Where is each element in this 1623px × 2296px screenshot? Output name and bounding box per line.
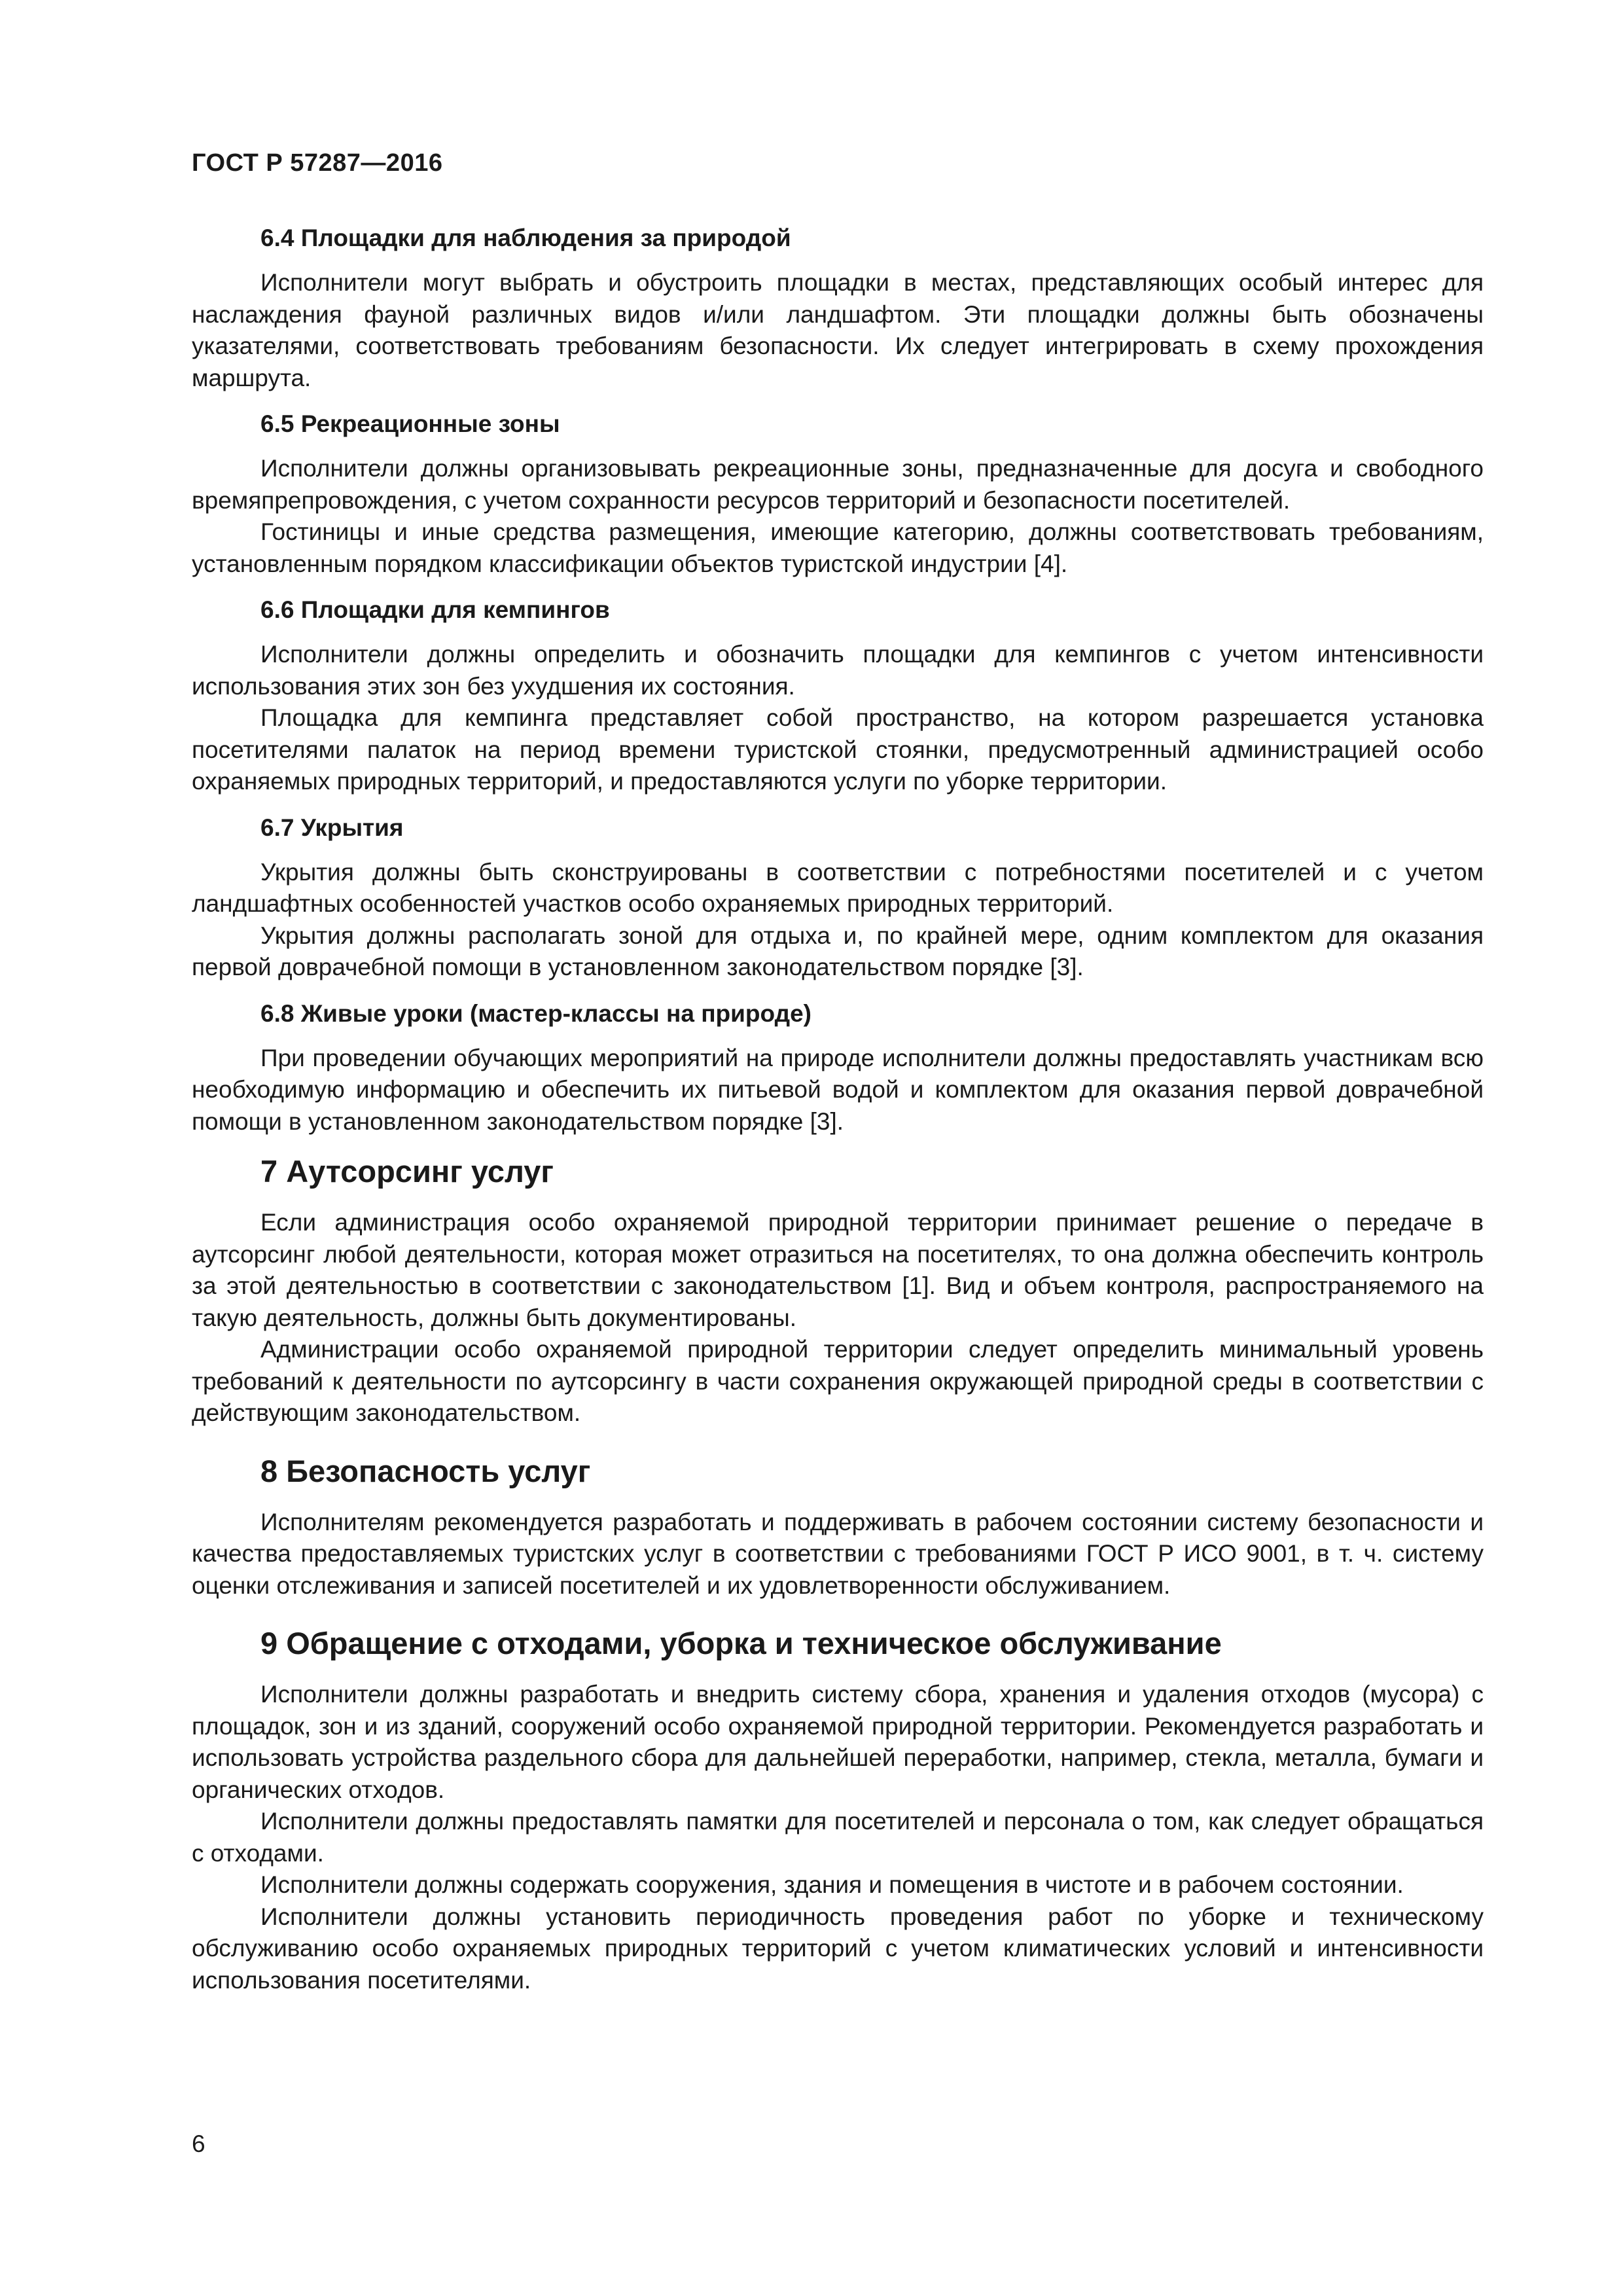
subsection-6-8 [192, 998, 1484, 1138]
subsection-heading: 6.8 Живые уроки (мастер-классы на природе) [260, 999, 812, 1027]
paragraph: Исполнители должны предоставлять памятки для посетителей и персонала о том, как следует обращаться с отходами. [192, 1808, 1484, 1867]
paragraph: Исполнители должны организовывать рекреационные зоны, предназначенные для досуга и свободного времяпрепровождения, с учетом сохранности ресурсов территорий и безопасности посетителей. [192, 455, 1484, 514]
paragraph: При проведении обучающих мероприятий на природе исполнители должны предоставлять участникам всю необходимую информацию и обеспечить их питьевой водой и комплектом для оказания первой доврачебной помощи в установленном законодательством порядке [3]. [192, 1044, 1484, 1135]
subsection-6-7 [192, 812, 1484, 984]
paragraph: Исполнители должны содержать сооружения, здания и помещения в чистоте и в рабочем состоянии. [260, 1871, 1404, 1898]
paragraph: Гостиницы и иные средства размещения, имеющие категорию, должны соответствовать требованиям, установленным порядком классификации объектов туристской индустрии [4]. [192, 518, 1484, 577]
paragraph: Укрытия должны располагать зоной для отдыха и, по крайней мере, одним комплектом для оказания первой доврачебной помощи в установленном законодательством порядке [3]. [192, 922, 1484, 980]
subsection-heading: 6.4 Площадки для наблюдения за природой [260, 224, 791, 251]
paragraph: Исполнители должны определить и обозначить площадки для кемпингов с учетом интенсивности использования этих зон без ухудшения их состояния. [192, 641, 1484, 700]
document-body [192, 223, 1484, 2018]
subsection-heading: 6.7 Укрытия [260, 814, 404, 841]
subsection-6-6 [192, 594, 1484, 798]
subsection-6-5 [192, 408, 1484, 580]
paragraph: Администрации особо охраняемой природной территории следует определить минимальный уровень требований к деятельности по аутсорсингу в части сохранения окружающей природной среды в соответствии с действующим законодательством. [192, 1336, 1484, 1426]
paragraph: Исполнители должны разработать и внедрить систему сбора, хранения и удаления отходов (мусора) с площадок, зон и из зданий, сооружений особо охраняемой природной территории. Рекомендуется разработать и использовать устройства раздельного сбора для дальнейшей переработки, например, стекла, металла, бумаги и органических отходов. [192, 1681, 1484, 1803]
subsection-heading: 6.5 Рекреационные зоны [260, 410, 560, 437]
document-code-header: ГОСТ Р 57287—2016 [192, 149, 443, 177]
section-7 [192, 1152, 1484, 1429]
paragraph: Если администрация особо охраняемой природной территории принимает решение о передаче в аутсорсинг любой деятельности, которая может отразиться на посетителях, то она должна обеспечить контроль за этой деятельностью в соответствии с законодательством [1]. Вид и объем контроля, распространяемого на такую деятельность, должны быть документированы. [192, 1209, 1484, 1331]
section-9 [192, 1624, 1484, 1996]
paragraph: Укрытия должны быть сконструированы в соответствии с потребностями посетителей и с учетом ландшафтных особенностей участков особо охраняемых природных территорий. [192, 858, 1484, 917]
section-heading: 8 Безопасность услуг [260, 1453, 591, 1488]
subsection-6-4 [192, 223, 1484, 394]
section-8 [192, 1452, 1484, 1602]
paragraph: Площадка для кемпинга представляет собой пространство, на котором разрешается установка посетителями палаток на период времени туристской стоянки, предусмотренный администрацией особо охраняемых природных территорий, и предоставляются услуги по уборке территории. [192, 704, 1484, 795]
section-heading: 9 Обращение с отходами, уборка и техническое обслуживание [260, 1626, 1222, 1660]
subsection-heading: 6.6 Площадки для кемпингов [260, 596, 610, 623]
paragraph: Исполнителям рекомендуется разработать и поддерживать в рабочем состоянии систему безопасности и качества предоставляемых туристских услуг в соответствии с требованиями ГОСТ Р ИСО 9001, в т. ч. систему оценки отслеживания и записей посетителей и их удовлетворенности обслуживанием. [192, 1508, 1484, 1599]
page-number: 6 [192, 2130, 205, 2157]
paragraph: Исполнители могут выбрать и обустроить площадки в местах, представляющих особый интерес для наслаждения фауной различных видов и/или ландшафтом. Эти площадки должны быть обозначены указателями, соответствовать требованиям безопасности. Их следует интегрировать в схему прохождения маршрута. [192, 269, 1484, 391]
section-heading: 7 Аутсорсинг услуг [260, 1154, 554, 1189]
paragraph: Исполнители должны установить периодичность проведения работ по уборке и техническому обслуживанию особо охраняемых природных территорий с учетом климатических условий и интенсивности использования посетителями. [192, 1903, 1484, 1994]
